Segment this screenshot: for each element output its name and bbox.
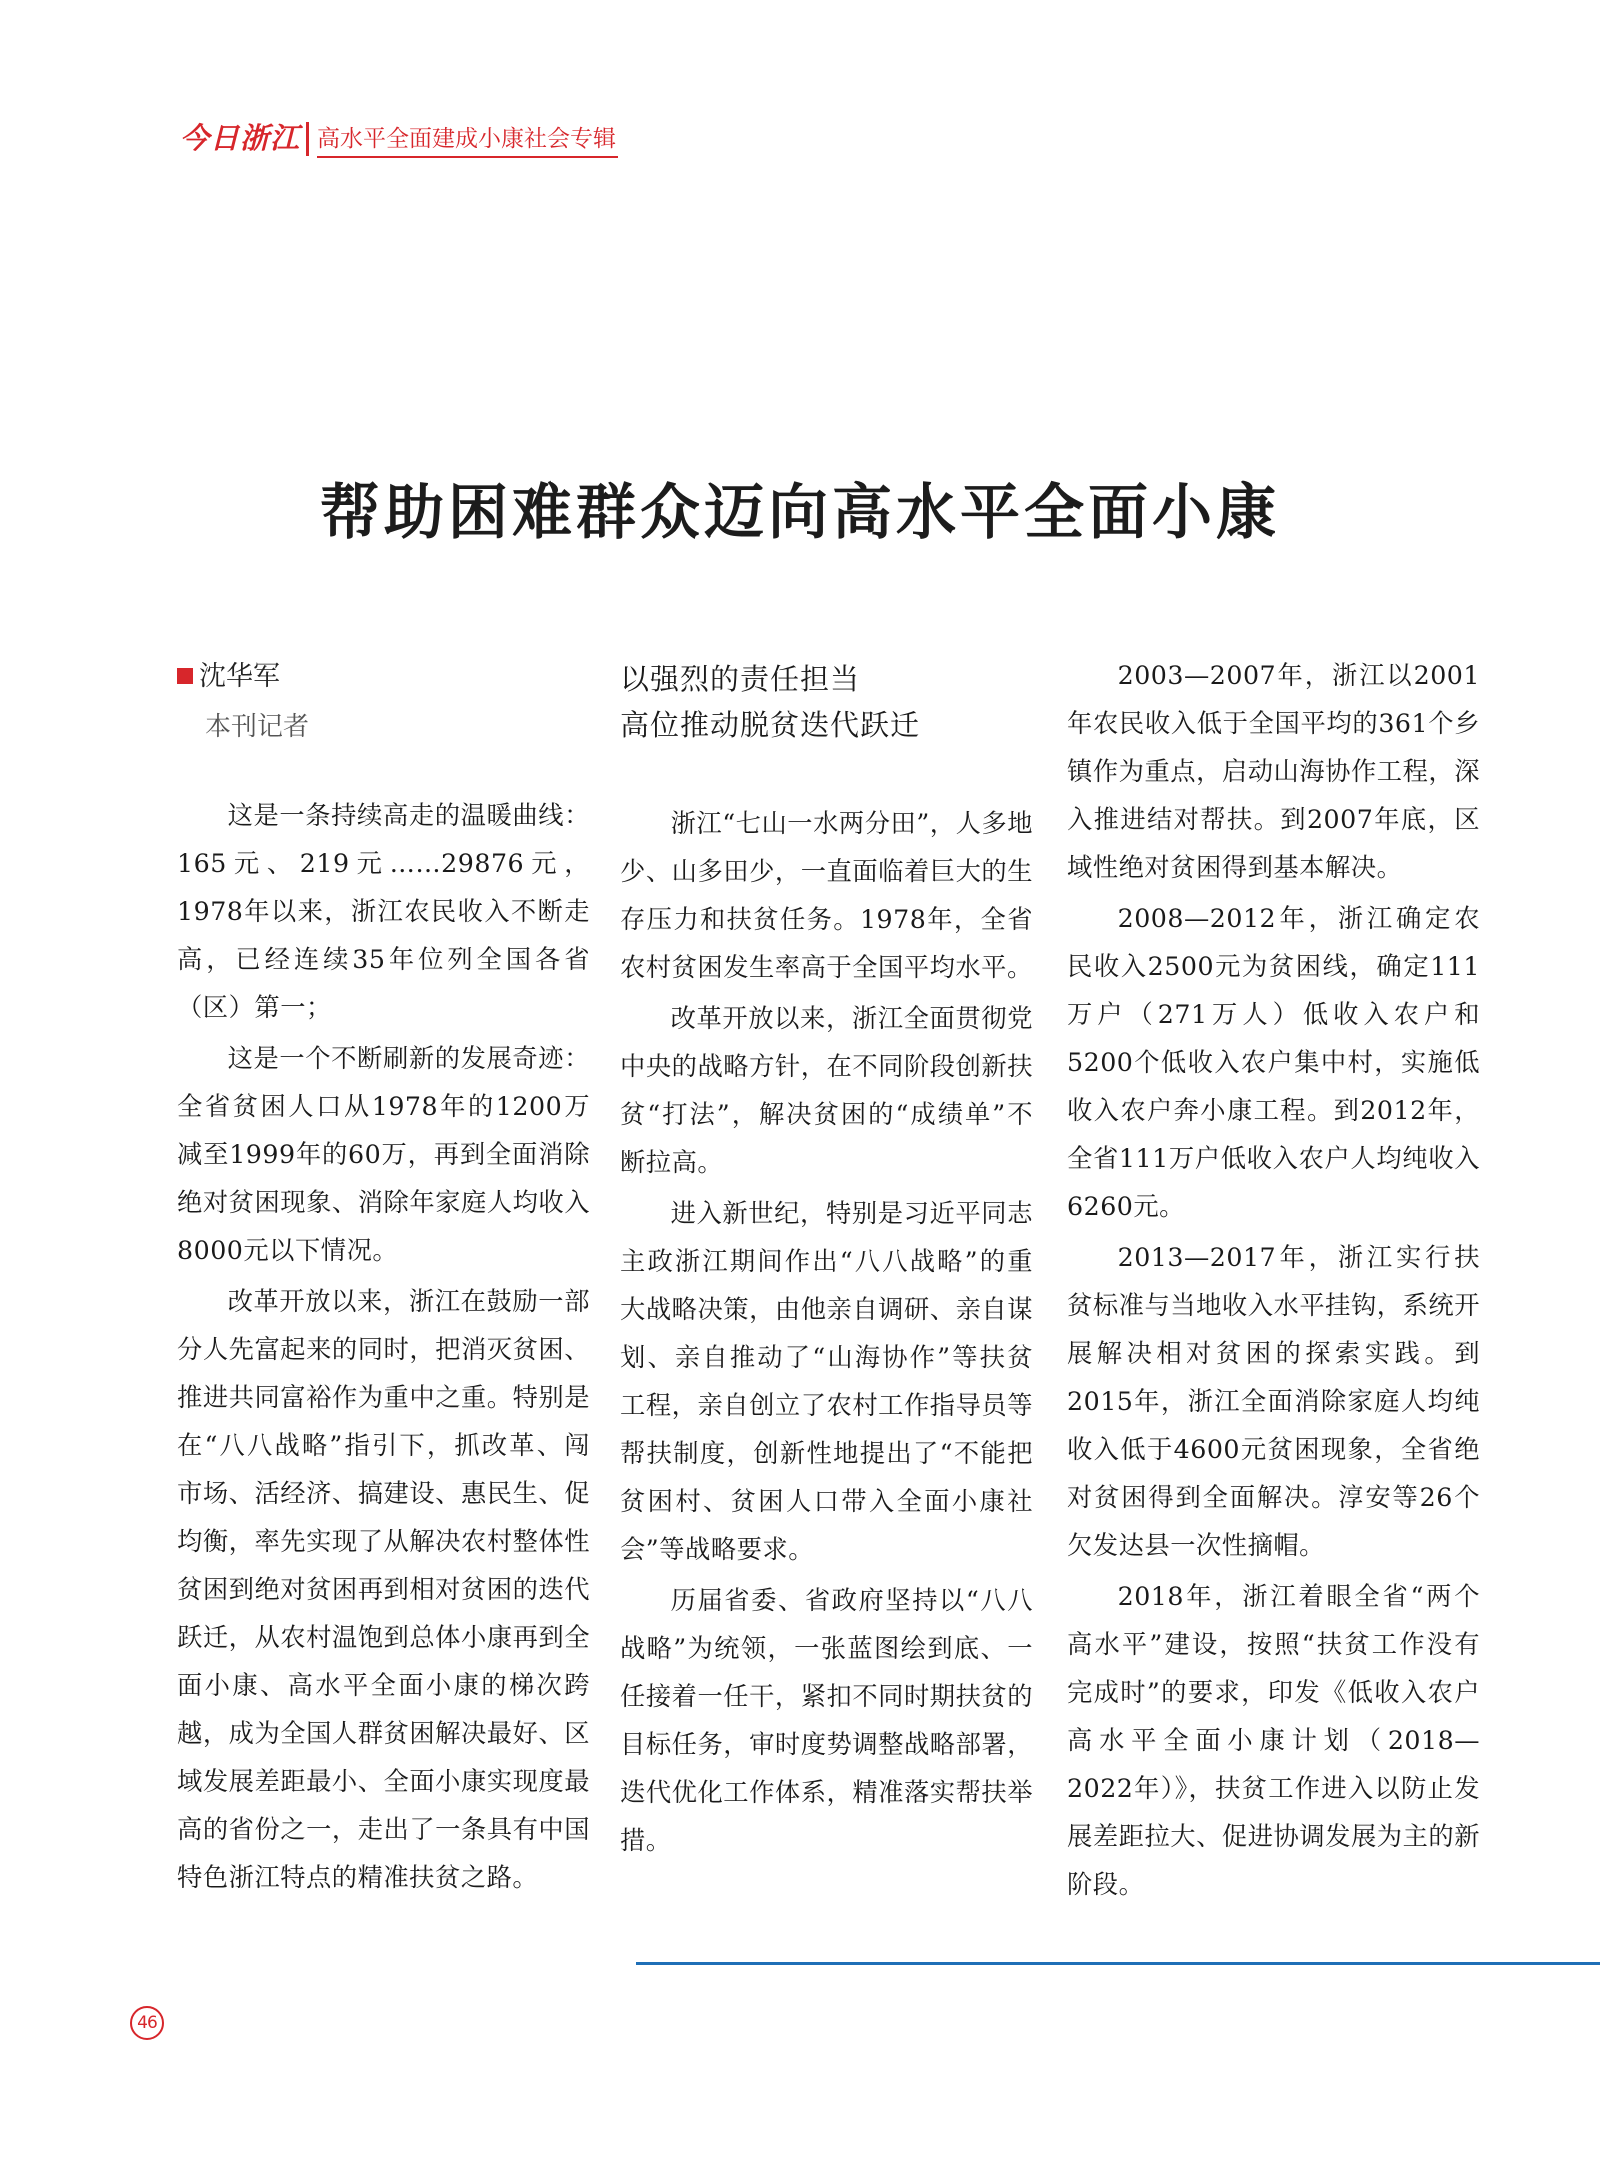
paragraph: 2013—2017年，浙江实行扶贫标准与当地收入水平挂钩，系统开展解决相对贫困的探索实践。到2015年，浙江全面消除家庭人均纯收入低于4600元贫困现象，全省绝对贫困得到全面解决。淳安等26个欠发达县一次性摘帽。 [1067, 1243, 1480, 1560]
author-byline [177, 654, 280, 693]
paragraph: 浙江“七山一水两分田”，人多地少、山多田少，一直面临着巨大的生存压力和扶贫任务。1978年，全省农村贫困发生率高于全国平均水平。 [620, 809, 1033, 982]
author-name: 沈华军 [199, 661, 280, 692]
section-subheading [620, 656, 920, 748]
article-column-3 [1067, 652, 1480, 1912]
paragraph: 2008—2012年，浙江确定农民收入2500元为贫困线，确定111万户（271万人）低收入农户和5200个低收入农户集中村，实施低收入农户奔小康工程。到2012年，全省111万户低收入农户人均纯收入6260元。 [1067, 904, 1480, 1221]
paragraph: 2018年，浙江着眼全省“两个高水平”建设，按照“扶贫工作没有完成时”的要求，印发《低收入农户高水平全面小康计划（2018—2022年）》，扶贫工作进入以防止发展差距拉大、促进协调发展为主的新阶段。 [1067, 1582, 1480, 1899]
article-column-1 [177, 792, 590, 1905]
footer-rule [636, 1962, 1600, 1965]
page-number: 46 [130, 2006, 164, 2040]
paragraph: 进入新世纪，特别是习近平同志主政浙江期间作出“八八战略”的重大战略决策，由他亲自调研、亲自谋划、亲自推动了“山海协作”等扶贫工程，亲自创立了农村工作指导员等帮扶制度，创新性地提出了“不能把贫困村、贫困人口带入全面小康社会”等战略要求。 [620, 1199, 1033, 1564]
subheading-line-2: 高位推动脱贫迭代跃迁 [620, 708, 921, 742]
article-title: 帮助困难群众迈向高水平全面小康 [320, 478, 1280, 549]
red-square-icon [177, 668, 193, 684]
paragraph: 这是一条持续高走的温暖曲线：165元、219元……29876元，1978年以来，浙江农民收入不断走高，已经连续35年位列全国各省（区）第一； [177, 801, 590, 1022]
paragraph: 改革开放以来，浙江全面贯彻党中央的战略方针，在不同阶段创新扶贫“打法”，解决贫困的“成绩单”不断拉高。 [620, 1004, 1033, 1177]
paragraph: 改革开放以来，浙江在鼓励一部分人先富起来的同时，把消灭贫困、推进共同富裕作为重中之重。特别是在“八八战略”指引下，抓改革、闯市场、活经济、搞建设、惠民生、促均衡，率先实现了从解决农村整体性贫困到绝对贫困再到相对贫困的迭代跃迁，从农村温饱到总体小康再到全面小康、高水平全面小康的梯次跨越，成为全国人群贫困解决最好、区域发展差距最小、全面小康实现度最高的省份之一，走出了一条具有中国特色浙江特点的精准扶贫之路。 [177, 1287, 590, 1892]
magazine-logo: 今日浙江 [180, 121, 301, 155]
article-column-2 [620, 800, 1033, 1868]
section-label: 高水平全面建成小康社会专辑 [317, 122, 618, 158]
paragraph: 这是一个不断刷新的发展奇迹：全省贫困人口从1978年的1200万减至1999年的60万，再到全面消除绝对贫困现象、消除年家庭人均收入8000元以下情况。 [177, 1044, 590, 1265]
author-role: 本刊记者 [205, 712, 310, 742]
header-divider [306, 122, 309, 156]
magazine-header [180, 118, 618, 158]
paragraph: 2003—2007年，浙江以2001年农民收入低于全国平均的361个乡镇作为重点，启动山海协作工程，深入推进结对帮扶。到2007年底，区域性绝对贫困得到基本解决。 [1067, 661, 1480, 882]
paragraph: 历届省委、省政府坚持以“八八战略”为统领，一张蓝图绘到底、一任接着一任干，紧扣不同时期扶贫的目标任务，审时度势调整战略部署，迭代优化工作体系，精准落实帮扶举措。 [620, 1586, 1033, 1855]
subheading-line-1: 以强烈的责任担当 [620, 662, 861, 696]
